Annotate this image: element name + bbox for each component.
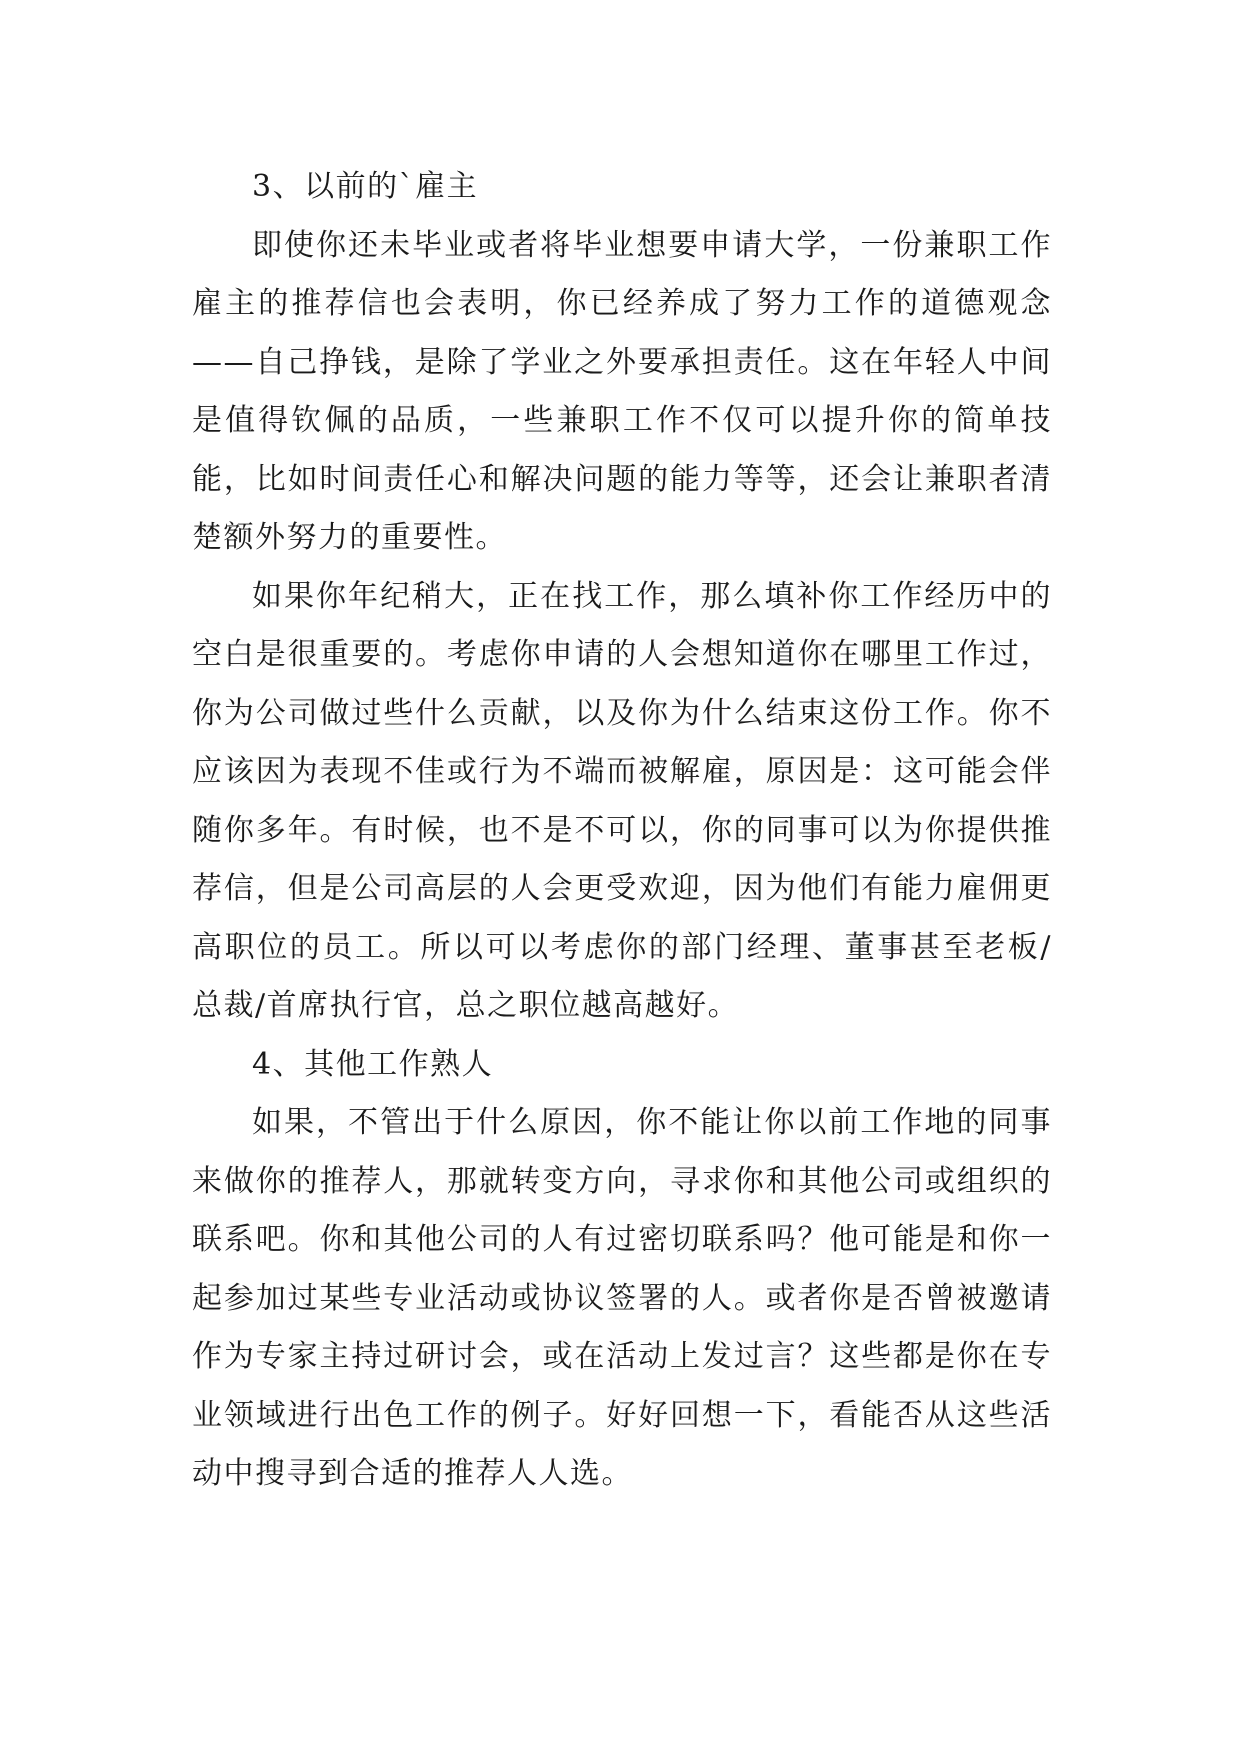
paragraph-job-seeker: 如果你年纪稍大，正在找工作，那么填补你工作经历中的空白是很重要的。考虑你申请的人会想知道你在哪里工作过，你为公司做过些什么贡献，以及你为什么结束这份工作。你不应该因为表现不佳或行为不端而被解雇，原因是：这可能会伴随你多年。有时候，也不是不可以，你的同事可以为你提供推荐信，但是公司高层的人会更受欢迎，因为他们有能力雇佣更高职位的员工。所以可以考虑你的部门经理、董事甚至老板/总裁/首席执行官，总之职位越高越好。 xyxy=(192,578,1052,1023)
section-heading-other-acquaintances: 4、其他工作熟人 xyxy=(252,1046,494,1082)
section-heading-previous-employer: 3、以前的`雇主 xyxy=(252,169,479,204)
paragraph-part-time-employer: 即使你还未毕业或者将毕业想要申请大学，一份兼职工作雇主的推荐信也会表明，你已经养成了努力工作的道德观念——自己挣钱，是除了学业之外要承担责任。这在年轻人中间是值得钦佩的品质，一些兼职工作不仅可以提升你的简单技能，比如时间责任心和解决问题的能力等等，还会让兼职者清楚额外努力的重要性。 xyxy=(192,227,1052,555)
document-body xyxy=(192,158,1052,1504)
paragraph-other-contacts: 如果，不管出于什么原因，你不能让你以前工作地的同事来做你的推荐人，那就转变方向，寻求你和其他公司或组织的联系吧。你和其他公司的人有过密切联系吗？他可能是和你一起参加过某些专业活动或协议签署的人。或者你是否曾被邀请作为专家主持过研讨会，或在活动上发过言？这些都是你在专业领域进行出色工作的例子。好好回想一下，看能否从这些活动中搜寻到合适的推荐人人选。 xyxy=(192,1105,1052,1491)
